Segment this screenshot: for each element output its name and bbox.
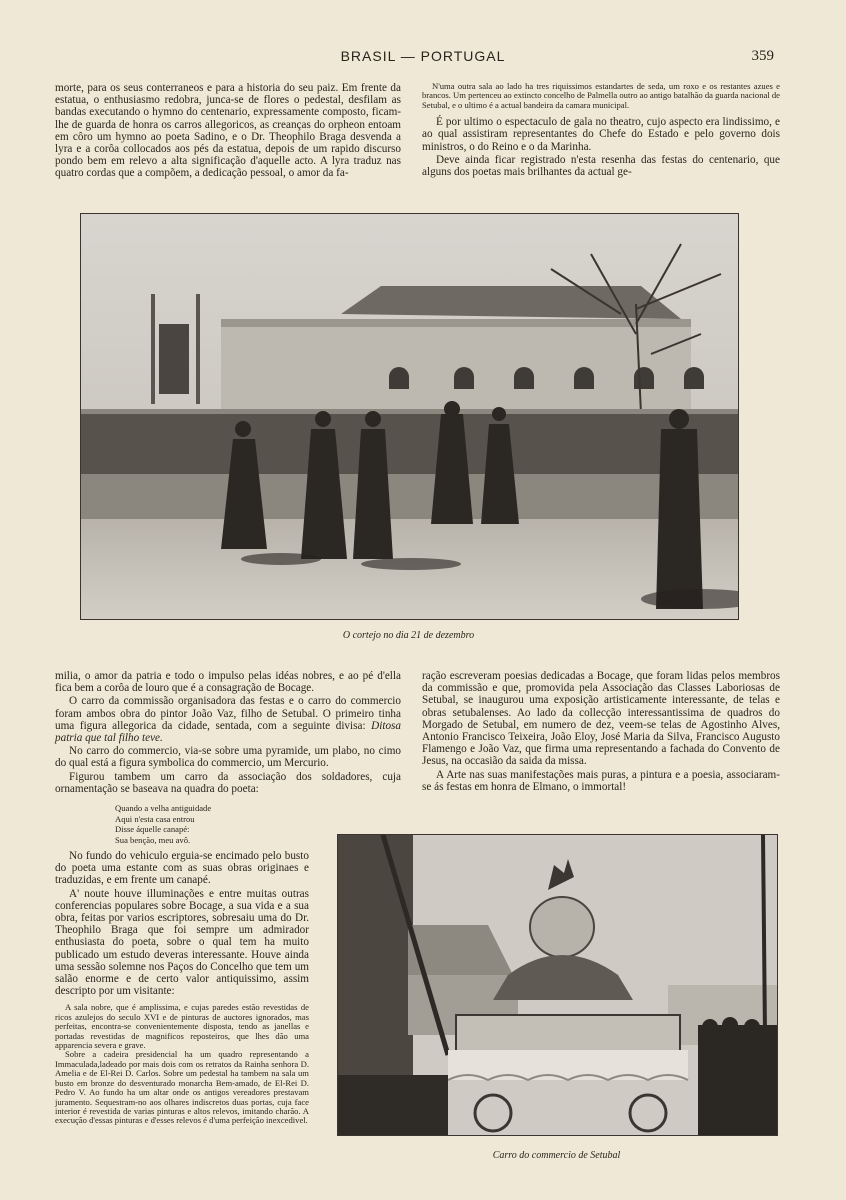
paragraph: ração escreveram poesias dedicadas a Bocage, que foram lidas pelos membros da commissão e que, promovida pela Associação das Classes Laboriosas de Setubal, se inaugurou uma exposição artisticamente interessante, de telas e obras setubalenses. Ao lado da collecção interessantissima de quadros do Morgado de Setubal, em numero de dez, veem-se telas de Agostinho Alves, Antonio Francisco Teixeira, João Eloy, José Maria da Silva, Francisco Augusto Flamengo e João Vaz, que firma uma representando a fachada do Convento de Jesus, na occasião da saida da missa. xyxy=(422,670,780,768)
running-header: BRASIL — PORTUGAL xyxy=(340,48,506,64)
column-mid-right xyxy=(422,670,780,794)
paragraph: A Arte nas suas manifestações mais puras, a pintura e a poesia, associaram-se ás festas em honra de Elmano, o immortal! xyxy=(422,768,780,793)
poem-line: Aqui n'esta casa entrou xyxy=(115,813,195,824)
poem-line: Sua benção, meu avô. xyxy=(115,834,191,845)
page-number: 359 xyxy=(751,48,774,64)
motto: Ditosa patria que tal filho teve. xyxy=(55,719,402,745)
paragraph: milia, o amor da patria e todo o impulso pelas idéas nobres, e ao pé d'ella fica bem a corôa de louro que é a consagração de Bocage. xyxy=(55,670,401,695)
column-top-right xyxy=(422,82,780,179)
poem-line: Disse áquelle canapé: xyxy=(115,824,190,835)
paragraph: N'uma outra sala ao lado ha tres riquissimos estandartes de seda, um roxo e os restantes azues e brancos. Um pertenceu ao extincto concelho de Palmella outro ao antigo batalhão da guarda nacional de Setubal, e o ultimo é a actual bandeira da camara municipal. xyxy=(422,81,780,110)
paragraph: A' noute houve illuminações e entre muitas outras conferencias populares sobre Bocage, a sua vida e a sua obra, feitas por varios escriptores, sobresaiu uma do Dr. Theophilo Braga que foi sempre um admirador enthusiasta do poeta, sobre o qual tem ha muito publicado um estudo deveras interessante. Houve ainda uma sessão solemne nos Paços do Concelho que tem um salão enorme e de certo valor antiquissimo, assim descripto por um visitante: xyxy=(55,887,309,998)
paragraph: No fundo do vehiculo erguia-se encimado pelo busto do poeta uma estante com as suas obras originaes e traduzidas, e em frente um canapé. xyxy=(55,850,309,887)
paragraph: A sala nobre, que é amplissima, e cujas paredes estão revestidas de ricos azulejos do seculo XVI e de pinturas de auctores ignorados, mas perfeitas, encontra-se convenientemente disposta, tendo as janellas e portadas revestidas de magnificos reposteiros, que lhes dão uma apparencia severa e grave. xyxy=(55,1002,309,1051)
poem-line: Quando a velha antiguidade xyxy=(115,803,212,814)
procession-photo-image xyxy=(81,214,738,619)
procession-photo xyxy=(80,213,739,620)
column-mid-left xyxy=(55,670,401,857)
quoted-note xyxy=(422,82,780,110)
paragraph: Sobre a cadeira presidencial ha um quadro representando a Immaculada,ladeado por mais dois com os retratos da Rainha senhora D. Amelia e de El-Rei D. Carlos. Sobre um pedestal ha tambem na sala um busto em bronze do desventurado monarcha Bem-amado, de El-Rei D. Pedro V. Ao fundo ha um altar onde os antigos vereadores prestavam juramento. Sequestram-no aos olhares indiscretos duas portas, cuja face interior é revestida de varias pinturas e altos relevos, imitando charão. A execução d'essas pinturas e d'esses relevos é d'uma perfeição inexcedivel. xyxy=(55,1049,309,1126)
quoted-description xyxy=(55,1003,309,1125)
paragraph-text: O carro da commissão organisadora das festas e o carro do commercio foram ambos obra do pintor João Vaz, filho de Setubal. O primeiro tinha uma figura allegorica da cidade, sentada, com a seguinte divisa: xyxy=(55,695,401,732)
float-photo-caption: Carro do commercio de Setubal xyxy=(492,1150,621,1161)
float-photo xyxy=(337,834,778,1136)
paragraph: É por ultimo o espectaculo de gala no theatro, cujo aspecto era lindissimo, e ao qual assistiram representantes do Chefe do Estado e pelo governo dois ministros, o do Reino e o da Marinha. xyxy=(422,116,780,153)
column-top-left xyxy=(55,82,401,181)
paragraph: No carro do commercio, via-se sobre uma pyramide, um plabo, no cimo do qual está a figura symbolica do commercio, um Mercurio. xyxy=(55,745,401,770)
column-lower-left xyxy=(55,850,309,1126)
paragraph: Figurou tambem um carro da associação dos soldadores, cuja ornamentação se baseava na quadra do poeta: xyxy=(55,770,401,795)
procession-photo-caption: O cortejo no dia 21 de dezembro xyxy=(342,630,475,641)
float-photo-image xyxy=(338,835,777,1135)
paragraph: morte, para os seus conterraneos e para a historia do seu paiz. Em frente da estatua, o enthusiasmo redobra, junca-se de flores o pedestal, desfilam as bandas executando o hymno do centenario, expressamente composto, ficam-lhe de guarda de honra os carros allegoricos, as creanças do orpheon entoam em côro um hymno ao poeta Sadino, e o Dr. Theophilo Braga desvenda a lyra e a corôa collocados aos pés da estatua, depois de um rapido discurso pondo bem em relevo a alta significação d'aquelle acto. A lyra traduz nas quatro cordas que a compõem, a dedicação pessoal, o amor da fa- xyxy=(55,82,401,180)
paragraph: Deve ainda ficar registrado n'esta resenha das festas do centenario, que alguns dos poetas mais brilhantes da actual ge- xyxy=(422,153,780,179)
paragraph xyxy=(55,695,401,744)
